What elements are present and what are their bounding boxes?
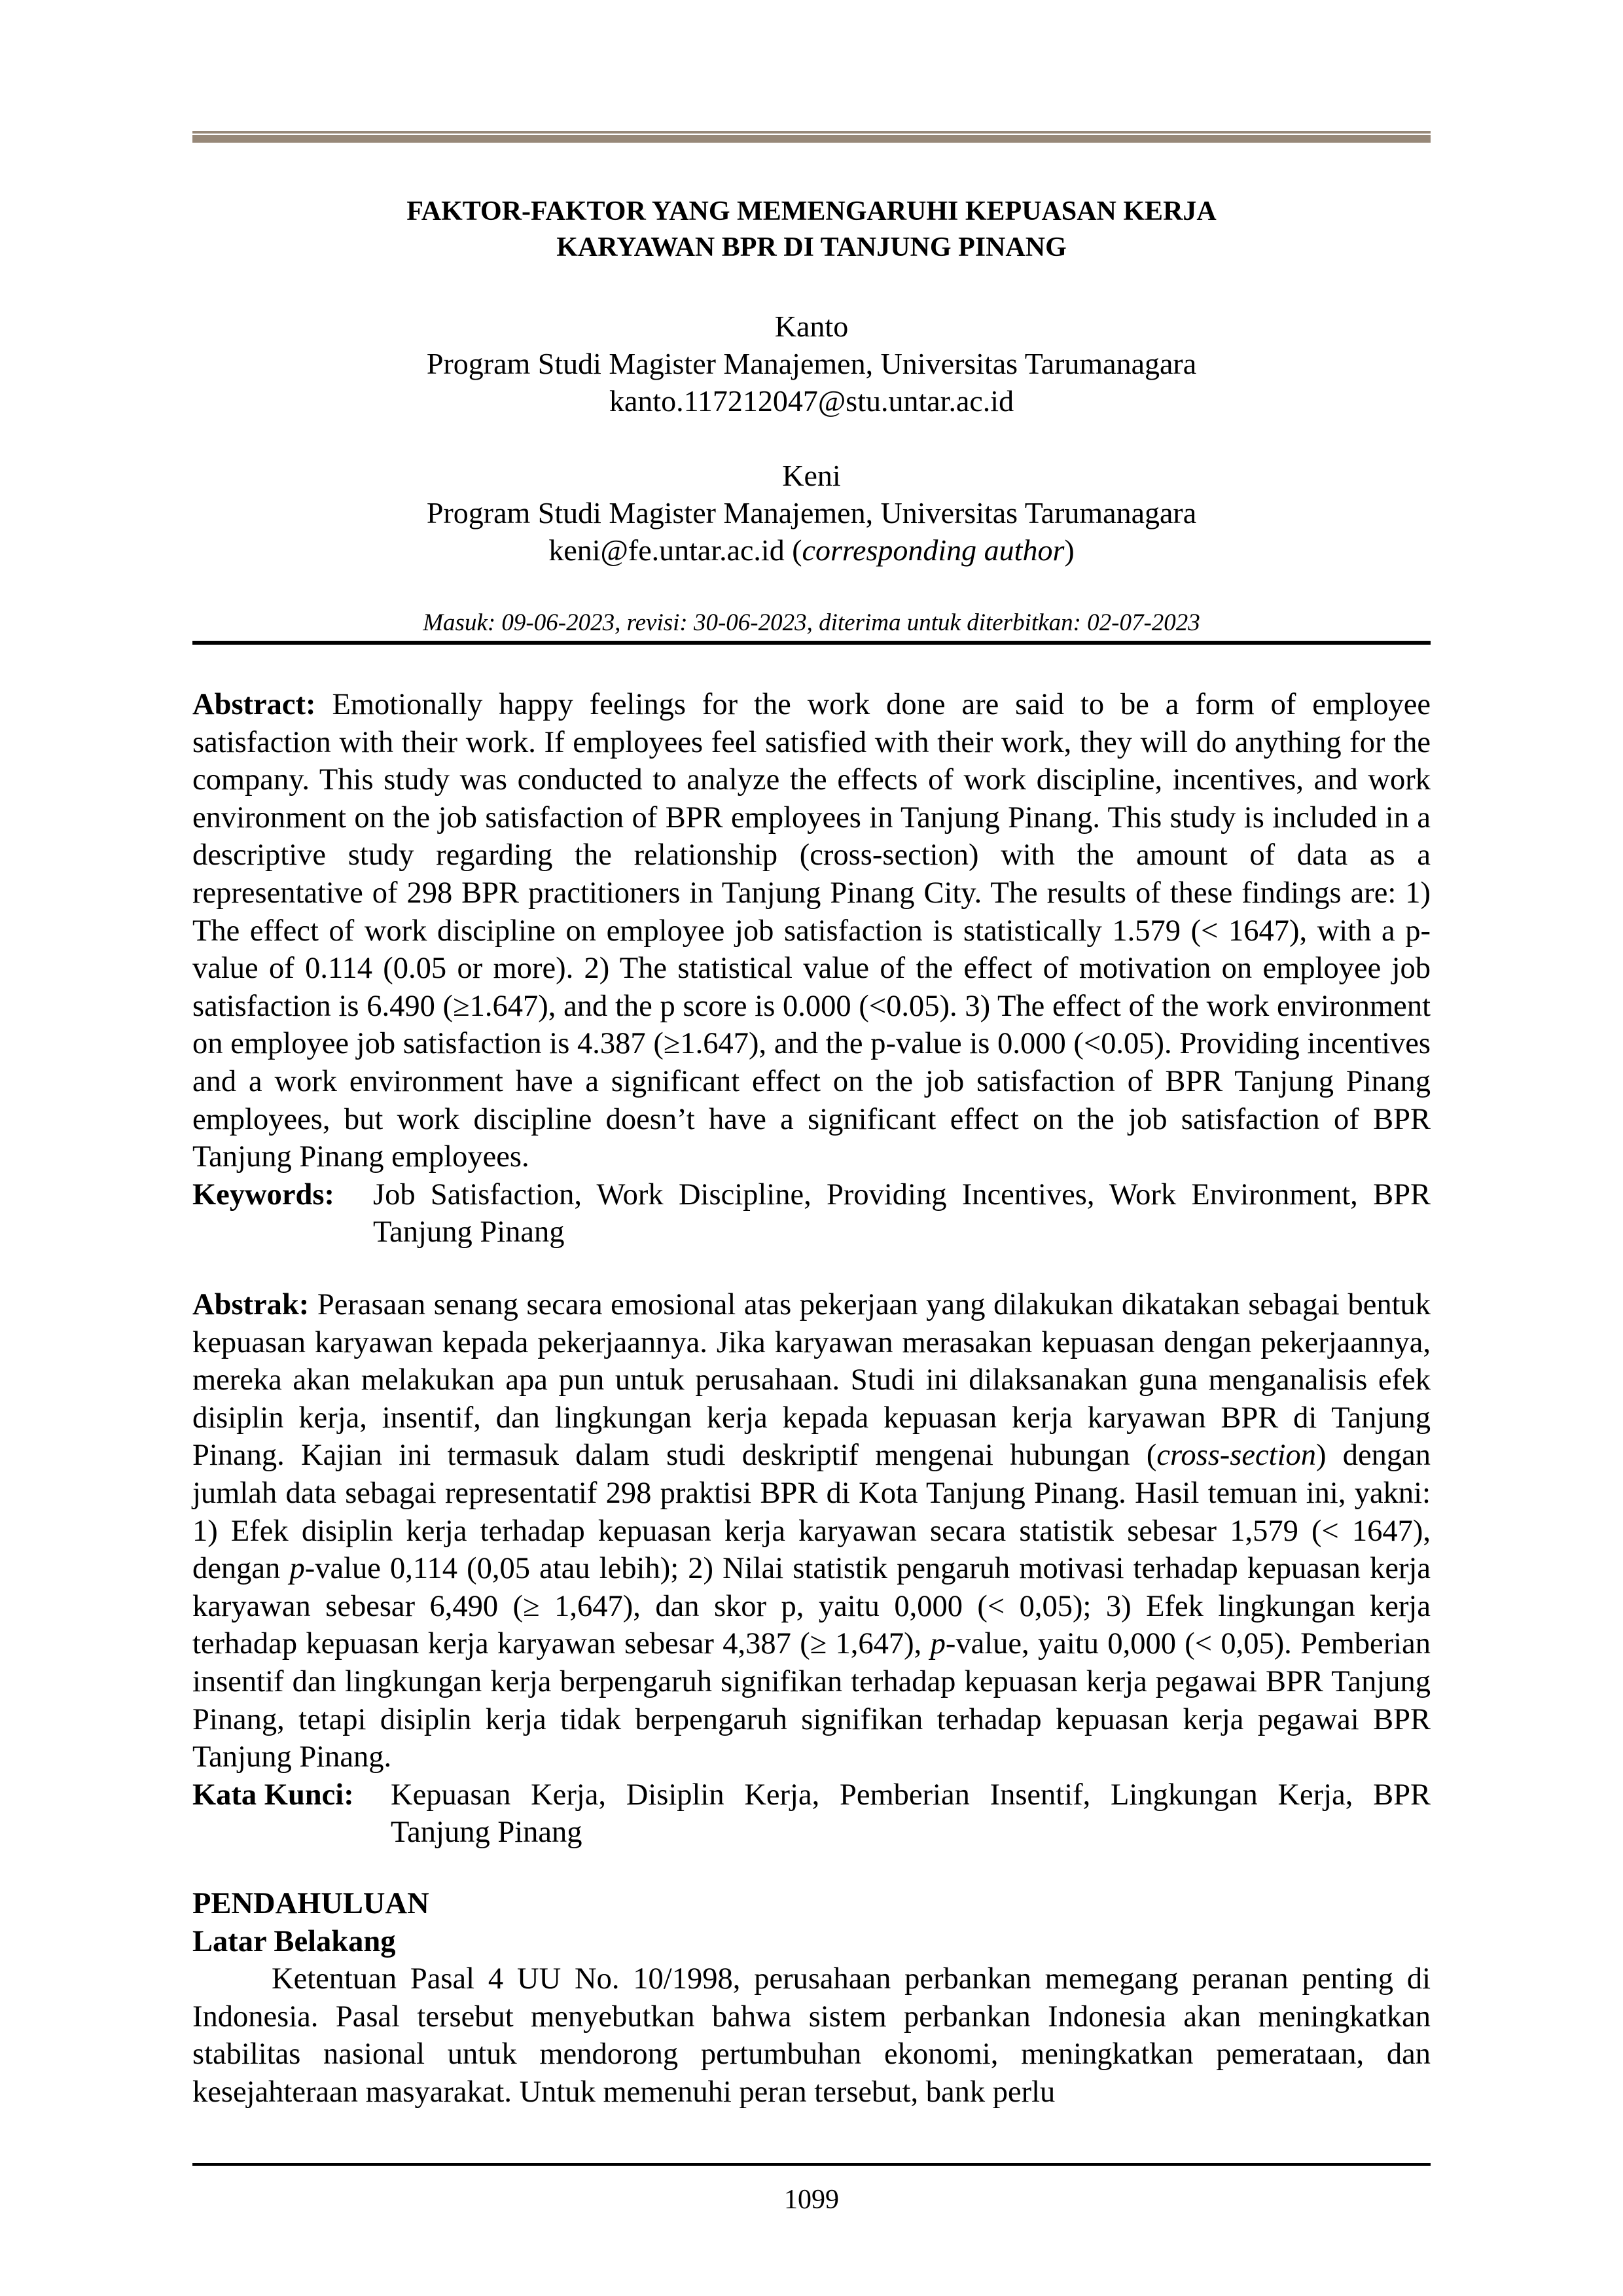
abstrak-italic-term: cross-section	[1156, 1439, 1316, 1473]
author-note: corresponding author	[802, 533, 1065, 567]
abstrak-paragraph	[192, 1286, 1431, 1776]
abstract-paragraph	[192, 686, 1431, 1176]
footer-rule	[192, 2163, 1431, 2166]
author-email-line: keni@fe.untar.ac.id (corresponding author)	[548, 533, 1075, 567]
section-paragraph: Ketentuan Pasal 4 UU No. 10/1998, perusahaan perbankan memegang peranan penting di Indonesia. Pasal tersebut menyebutkan bahwa sistem perbankan Indonesia akan meningkatkan stabilitas nasional untuk mendorong pertumbuhan ekonomi, meningkatkan pemerataan, dan kesejahteraan masyarakat. Untuk memenuhi peran tersebut, bank perlu	[192, 1962, 1431, 2109]
title-line-2: KARYAWAN BPR DI TANJUNG PINANG	[556, 232, 1067, 262]
submission-dates: Masuk: 09-06-2023, revisi: 30-06-2023, diterima untuk diterbitkan: 02-07-2023	[423, 609, 1200, 636]
dates-rule	[192, 641, 1431, 645]
kata-kunci-values: Kepuasan Kerja, Disiplin Kerja, Pemberian Insentif, Lingkungan Kerja, BPR Tanjung Pinang	[391, 1778, 1431, 1850]
abstract-text: Emotionally happy feelings for the work done are said to be a form of employee satisfaction with their work. If employees feel satisfied with their work, they will do anything for the company. This study was conducted to analyze the effects of work discipline, incentives, and work environment on the job satisfaction of BPR employees in Tanjung Pinang. This study is included in a descriptive study regarding the relationship (cross-section) with the amount of data as a representative of 298 BPR practitioners in Tanjung Pinang City. The results of these findings are: 1) The effect of work discipline on employee job satisfaction is statistically 1.579 (< 1647), with a p-value of 0.114 (0.05 or more). 2) The statistical value of the effect of motivation on employee job satisfaction is 6.490 (≥1.647), and the p score is 0.000 (<0.05). 3) The effect of the work environment on employee job satisfaction is 4.387 (≥1.647), and the p-value is 0.000 (<0.05). Providing incentives and a work environment have a significant effect on the job satisfaction of BPR Tanjung Pinang employees, but work discipline doesn’t have a significant effect on the job satisfaction of BPR Tanjung Pinang employees.	[192, 688, 1431, 1174]
author-email: keni@fe.untar.ac.id	[548, 533, 785, 567]
author-affiliation: Program Studi Magister Manajemen, Universitas Tarumanagara	[426, 347, 1197, 380]
author-block	[192, 457, 1431, 569]
abstrak-text: -value 0,114 (0,05 atau lebih); 2) Nilai statistik pengaruh motivasi terhadap kepuasan kerja karyawan sebesar 6,490 (≥ 1,647), dan skor p, yaitu 0,000 (< 0,05); 3) Efek lingkungan kerja terhadap kepuasan kerja karyawan sebesar 4,387 (≥ 1,647),	[192, 1552, 1431, 1661]
section-pendahuluan	[192, 1885, 1431, 2111]
abstrak-label: Abstrak:	[192, 1288, 310, 1321]
abstract-label: Abstract:	[192, 688, 316, 721]
kata-kunci-row	[192, 1776, 1431, 1852]
abstrak-italic-term: p	[930, 1627, 946, 1661]
kata-kunci-label: Kata Kunci:	[192, 1778, 354, 1812]
author-list	[192, 308, 1431, 606]
keywords-values: Job Satisfaction, Work Discipline, Providing Incentives, Work Environment, BPR Tanjung Pinang	[373, 1177, 1431, 1249]
abstrak-text: ) dengan jumlah data sebagai representatif 298 praktisi BPR di Kota Tanjung Pinang. Hasil temuan ini, yakni: 1) Efek disiplin kerja terhadap kepuasan kerja karyawan secara statistik sebesar 1,579 (< 1647), dengan	[192, 1439, 1431, 1586]
author-email: kanto.117212047@stu.untar.ac.id	[609, 384, 1014, 418]
paper-title	[192, 194, 1431, 266]
abstract-indonesian	[192, 1286, 1431, 1852]
author-block	[192, 308, 1431, 420]
abstrak-text: -value, yaitu 0,000 (< 0,05). Pemberian insentif dan lingkungan kerja berpengaruh signifikan terhadap kepuasan kerja pegawai BPR Tanjung Pinang, tetapi disiplin kerja tidak berpengaruh signifikan terhadap kepuasan kerja pegawai BPR Tanjung Pinang.	[192, 1627, 1431, 1774]
author-affiliation: Program Studi Magister Manajemen, Universitas Tarumanagara	[426, 496, 1197, 529]
header-rule-thick	[192, 135, 1431, 143]
section-subheading: Latar Belakang	[192, 1924, 396, 1958]
abstrak-italic-term: p	[289, 1552, 305, 1586]
abstract-english	[192, 686, 1431, 1251]
section-heading: PENDAHULUAN	[192, 1887, 429, 1920]
header-rule-thin	[192, 131, 1431, 134]
author-name: Keni	[782, 459, 841, 492]
title-line-1: FAKTOR-FAKTOR YANG MEMENGARUHI KEPUASAN KERJA	[406, 196, 1217, 226]
keywords-label: Keywords:	[192, 1177, 334, 1211]
page-number: 1099	[784, 2185, 839, 2215]
author-name: Kanto	[774, 310, 849, 343]
abstrak-text: Perasaan senang secara emosional atas pekerjaan yang dilakukan dikatakan sebagai bentuk kepuasan karyawan kepada pekerjaannya. Jika karyawan merasakan kepuasan dengan pekerjaannya, mereka akan melakukan apa pun untuk perusahaan. Studi ini dilaksanakan guna menganalisis efek disiplin kerja, insentif, dan lingkungan kerja kepada kepuasan kerja karyawan BPR di Tanjung Pinang. Kajian ini termasuk dalam studi deskriptif mengenai hubungan (	[192, 1288, 1431, 1473]
keywords-row	[192, 1176, 1431, 1251]
